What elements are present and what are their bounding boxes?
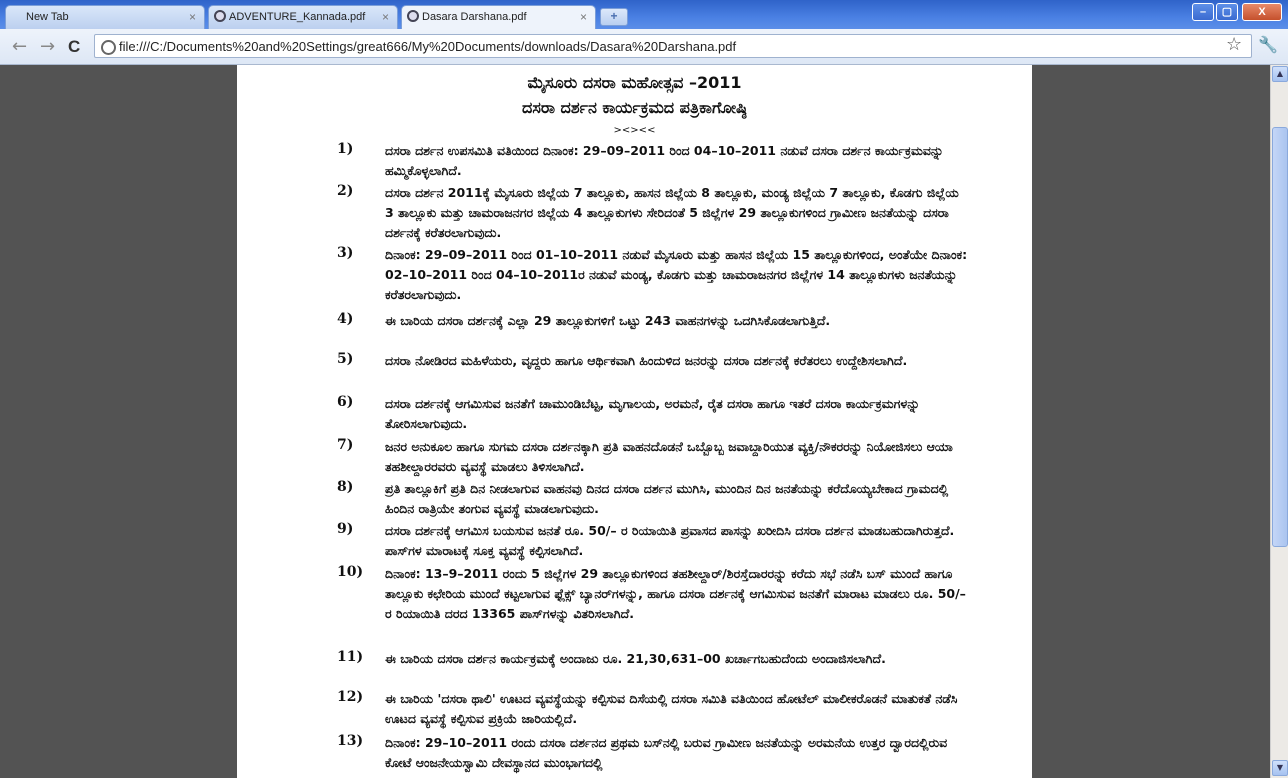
- tab-label: ADVENTURE_Kannada.pdf: [229, 11, 366, 23]
- item-number: 11): [337, 649, 364, 665]
- item-number: 12): [337, 689, 364, 705]
- item-text: ಈ ಬಾರಿಯ ದಸರಾ ದರ್ಶನಕ್ಕೆ ಎಲ್ಲಾ 29 ತಾಲ್ಲೂಕುಗಳಿಗೆ ಒಟ್ಟು 243 ವಾಹನಗಳನ್ನು ಒದಗಿಸಿಕೊಡಲಾಗುತ್ತಿದೆ.: [385, 313, 831, 328]
- back-button[interactable]: ←: [12, 36, 28, 57]
- address-bar[interactable]: [94, 34, 1252, 58]
- item-number: 8): [337, 479, 354, 495]
- minimize-button[interactable]: –: [1192, 3, 1214, 21]
- url-text: file:///C:/Documents%20and%20Settings/great666/My%20Documents/downloads/Dasara%20Darshana.pdf: [119, 39, 737, 54]
- item-text: ದಿನಾಂಕ: 29–10–2011 ರಂದು ದಸರಾ ದರ್ಶನದ ಪ್ರಥಮ ಬಸ್‌ನಲ್ಲಿ ಬರುವ ಗ್ರಾಮೀಣ ಜನತೆಯನ್ನು ಅರಮನೆಯ ಉತ್ತರ ದ್ವಾರದಲ್ಲಿರುವ ಕೋಟೆ ಆಂಜನೇಯಸ್ವಾಮಿ ದೇವಸ್ಥಾನದ ಮುಂಭಾಗದಲ್ಲಿ: [385, 735, 948, 770]
- bookmark-star-icon[interactable]: ☆: [1226, 34, 1243, 55]
- wrench-icon[interactable]: 🔧: [1258, 35, 1278, 54]
- tab-label: Dasara Darshana.pdf: [422, 11, 527, 23]
- item-number: 7): [337, 437, 354, 453]
- title-bar: [0, 0, 1288, 29]
- close-icon[interactable]: ×: [579, 10, 587, 24]
- item-number: 1): [337, 141, 354, 157]
- close-window-button[interactable]: X: [1242, 3, 1282, 21]
- close-icon[interactable]: ×: [188, 10, 196, 24]
- item-number: 2): [337, 183, 354, 199]
- scroll-thumb[interactable]: [1272, 127, 1288, 547]
- maximize-button[interactable]: ▢: [1216, 3, 1238, 21]
- tab-new-tab[interactable]: [5, 5, 205, 29]
- pdf-page: [237, 65, 1032, 778]
- item-text: ಪ್ರತಿ ತಾಲ್ಲೂಕಿಗೆ ಪ್ರತಿ ದಿನ ನೀಡಲಾಗುವ ವಾಹನವು ದಿನದ ದಸರಾ ದರ್ಶನ ಮುಗಿಸಿ, ಮುಂದಿನ ದಿನ ಜನತೆಯನ್ನು ಕರೆದೊಯ್ಯಬೇಕಾದ ಗ್ರಾಮದಲ್ಲಿ ಹಿಂದಿನ ರಾತ್ರಿಯೇ ತಂಗುವ ವ್ಯವಸ್ಥೆ ಮಾಡಲಾಗುವುದು.: [385, 481, 949, 516]
- forward-button[interactable]: →: [40, 36, 56, 57]
- tab-label: New Tab: [26, 11, 69, 23]
- item-text: ದಸರಾ ದರ್ಶನಕ್ಕೆ ಆಗಮಿಸ ಬಯಸುವ ಜನತೆ ರೂ. 50/– ರ ರಿಯಾಯಿತಿ ಪ್ರವಾಸದ ಪಾಸನ್ನು ಖರೀದಿಸಿ ದಸರಾ ದರ್ಶನ ಮಾಡಬಹುದಾಗಿರುತ್ತದೆ. ಪಾಸ್‌ಗಳ ಮಾರಾಟಕ್ಕೆ ಸೂಕ್ತ ವ್ಯವಸ್ಥೆ ಕಲ್ಪಿಸಲಾಗಿದೆ.: [385, 523, 955, 558]
- separator: ><><<: [613, 125, 656, 136]
- close-icon[interactable]: ×: [381, 10, 389, 24]
- item-text: ಜನರ ಅನುಕೂಲ ಹಾಗೂ ಸುಗಮ ದಸರಾ ದರ್ಶನಕ್ಕಾಗಿ ಪ್ರತಿ ವಾಹನದೊಡನೆ ಒಬ್ಬೊಬ್ಬ ಜವಾಬ್ದಾರಿಯುತ ವ್ಯಕ್ತಿ/ನೌಕರರನ್ನು ನಿಯೋಜಿಸಲು ಆಯಾ ತಹಶೀಲ್ದಾರರವರು ವ್ಯವಸ್ಥೆ ಮಾಡಲು ತಿಳಿಸಲಾಗಿದೆ.: [385, 439, 953, 474]
- item-number: 5): [337, 351, 354, 367]
- doc-title-line1: ಮೈಸೂರು ದಸರಾ ಮಹೋತ್ಸವ –2011: [527, 73, 742, 92]
- toolbar: [0, 29, 1288, 65]
- item-text: ಈ ಬಾರಿಯ ದಸರಾ ದರ್ಶನ ಕಾರ್ಯಕ್ರಮಕ್ಕೆ ಅಂದಾಜು ರೂ. 21,30,631–00 ಖರ್ಚಾಗಬಹುದೆಂದು ಅಂದಾಜಿಸಲಾಗಿದೆ.: [385, 651, 886, 666]
- doc-title-line2: ದಸರಾ ದರ್ಶನ ಕಾರ್ಯಕ್ರಮದ ಪತ್ರಿಕಾಗೋಷ್ಠಿ: [522, 98, 747, 117]
- pdf-viewer[interactable]: [0, 65, 1270, 778]
- item-number: 4): [337, 311, 354, 327]
- scroll-down-button[interactable]: ▼: [1272, 760, 1288, 776]
- item-number: 9): [337, 521, 354, 537]
- item-number: 13): [337, 733, 364, 749]
- item-number: 10): [337, 564, 364, 580]
- page-icon: [101, 40, 116, 55]
- scroll-up-button[interactable]: ▲: [1272, 66, 1288, 82]
- tab-adventure-pdf[interactable]: [208, 5, 398, 29]
- item-number: 3): [337, 245, 354, 261]
- vertical-scrollbar[interactable]: [1270, 65, 1288, 778]
- item-number: 6): [337, 394, 354, 410]
- reload-button[interactable]: C: [68, 37, 81, 56]
- item-text: ದಿನಾಂಕ: 13–9–2011 ರಂದು 5 ಜಿಲ್ಲೆಗಳ 29 ತಾಲ್ಲೂಕುಗಳಿಂದ ತಹಶೀಲ್ದಾರ್/ಶಿರಸ್ತೆದಾರರನ್ನು ಕರೆದು ಸಭೆ ನಡೆಸಿ ಬಸ್ ಮುಂದೆ ಹಾಗೂ ತಾಲ್ಲೂಕು ಕಛೇರಿಯ ಮುಂದೆ ಕಟ್ಟಲಾಗುವ ಫ್ಲೆಕ್ಸ್ ಬ್ಯಾನರ್‌ಗಳನ್ನು, ಹಾಗೂ ದಸರಾ ದರ್ಶನಕ್ಕೆ ಆಗಮಿಸುವ ಜನತೆಗೆ ಮಾರಾಟ ಮಾಡಲು ರೂ. 50/– ರ ರಿಯಾಯಿತಿ ದರದ 13365 ಪಾಸ್‌ಗಳನ್ನು ವಿತರಿಸಲಾಗಿದೆ.: [385, 566, 966, 621]
- globe-icon: [407, 10, 419, 22]
- item-text: ದಸರಾ ದರ್ಶನ ಉಪಸಮಿತಿ ವತಿಯಿಂದ ದಿನಾಂಕ: 29–09–2011 ರಿಂದ 04–10–2011 ನಡುವೆ ದಸರಾ ದರ್ಶನ ಕಾರ್ಯಕ್ರಮವನ್ನು ಹಮ್ಮಿಕೊಳ್ಳಲಾಗಿದೆ.: [385, 143, 944, 178]
- item-text: ಈ ಬಾರಿಯ 'ದಸರಾ ಥಾಲಿ' ಊಟದ ವ್ಯವಸ್ಥೆಯನ್ನು ಕಲ್ಪಿಸುವ ದಿಸೆಯಲ್ಲಿ ದಸರಾ ಸಮಿತಿ ವತಿಯಿಂದ ಹೋಟೆಲ್ ಮಾಲೀಕರೊಡನೆ ಮಾತುಕತೆ ನಡೆಸಿ ಊಟದ ವ್ಯವಸ್ಥೆ ಕಲ್ಪಿಸುವ ಪ್ರಕ್ರಿಯೆ ಜಾರಿಯಲ್ಲಿದೆ.: [385, 691, 958, 726]
- tab-dasara-pdf[interactable]: [401, 5, 596, 30]
- new-tab-button[interactable]: +: [600, 8, 628, 26]
- item-text: ದಸರಾ ದರ್ಶನಕ್ಕೆ ಆಗಮಿಸುವ ಜನತೆಗೆ ಚಾಮುಂಡಿಬೆಟ್ಟ, ಮೃಗಾಲಯ, ಅರಮನೆ, ರೈತ ದಸರಾ ಹಾಗೂ ಇತರೆ ದಸರಾ ಕಾರ್ಯಕ್ರಮಗಳನ್ನು ತೋರಿಸಲಾಗುವುದು.: [385, 396, 920, 431]
- globe-icon: [214, 10, 226, 22]
- item-text: ದಸರಾ ದರ್ಶನ 2011ಕ್ಕೆ ಮೈಸೂರು ಜಿಲ್ಲೆಯ 7 ತಾಲ್ಲೂಕು, ಹಾಸನ ಜಿಲ್ಲೆಯ 8 ತಾಲ್ಲೂಕು, ಮಂಡ್ಯ ಜಿಲ್ಲೆಯ 7 ತಾಲ್ಲೂಕು, ಕೊಡಗು ಜಿಲ್ಲೆಯ 3 ತಾಲ್ಲೂಕು ಮತ್ತು ಚಾಮರಾಜನಗರ ಜಿಲ್ಲೆಯ 4 ತಾಲ್ಲೂಕುಗಳು ಸೇರಿದಂತೆ 5 ಜಿಲ್ಲೆಗಳ 29 ತಾಲ್ಲೂಕುಗಳಿಂದ ಗ್ರಾಮೀಣ ಜನತೆಯನ್ನು ದಸರಾ ದರ್ಶನಕ್ಕೆ ಕರೆತರಲಾಗುವುದು.: [385, 185, 959, 240]
- item-text: ದಸರಾ ನೋಡಿರದ ಮಹಿಳೆಯರು, ವೃದ್ದರು ಹಾಗೂ ಆರ್ಥಿಕವಾಗಿ ಹಿಂದುಳಿದ ಜನರನ್ನು ದಸರಾ ದರ್ಶನಕ್ಕೆ ಕರೆತರಲು ಉದ್ದೇಶಿಸಲಾಗಿದೆ.: [385, 353, 908, 368]
- item-text: ದಿನಾಂಕ: 29–09–2011 ರಿಂದ 01–10–2011 ನಡುವೆ ಮೈಸೂರು ಮತ್ತು ಹಾಸನ ಜಿಲ್ಲೆಯ 15 ತಾಲ್ಲೂಕುಗಳಿಂದ, ಅಂತೆಯೇ ದಿನಾಂಕ: 02–10–2011 ರಿಂದ 04–10–2011ರ ನಡುವೆ ಮಂಡ್ಯ, ಕೊಡಗು ಮತ್ತು ಚಾಮರಾಜನಗರ ಜಿಲ್ಲೆಗಳ 14 ತಾಲ್ಲೂಕುಗಳು ಜನತೆಯನ್ನು ಕರೆತರಲಾಗುವುದು.: [385, 247, 968, 302]
